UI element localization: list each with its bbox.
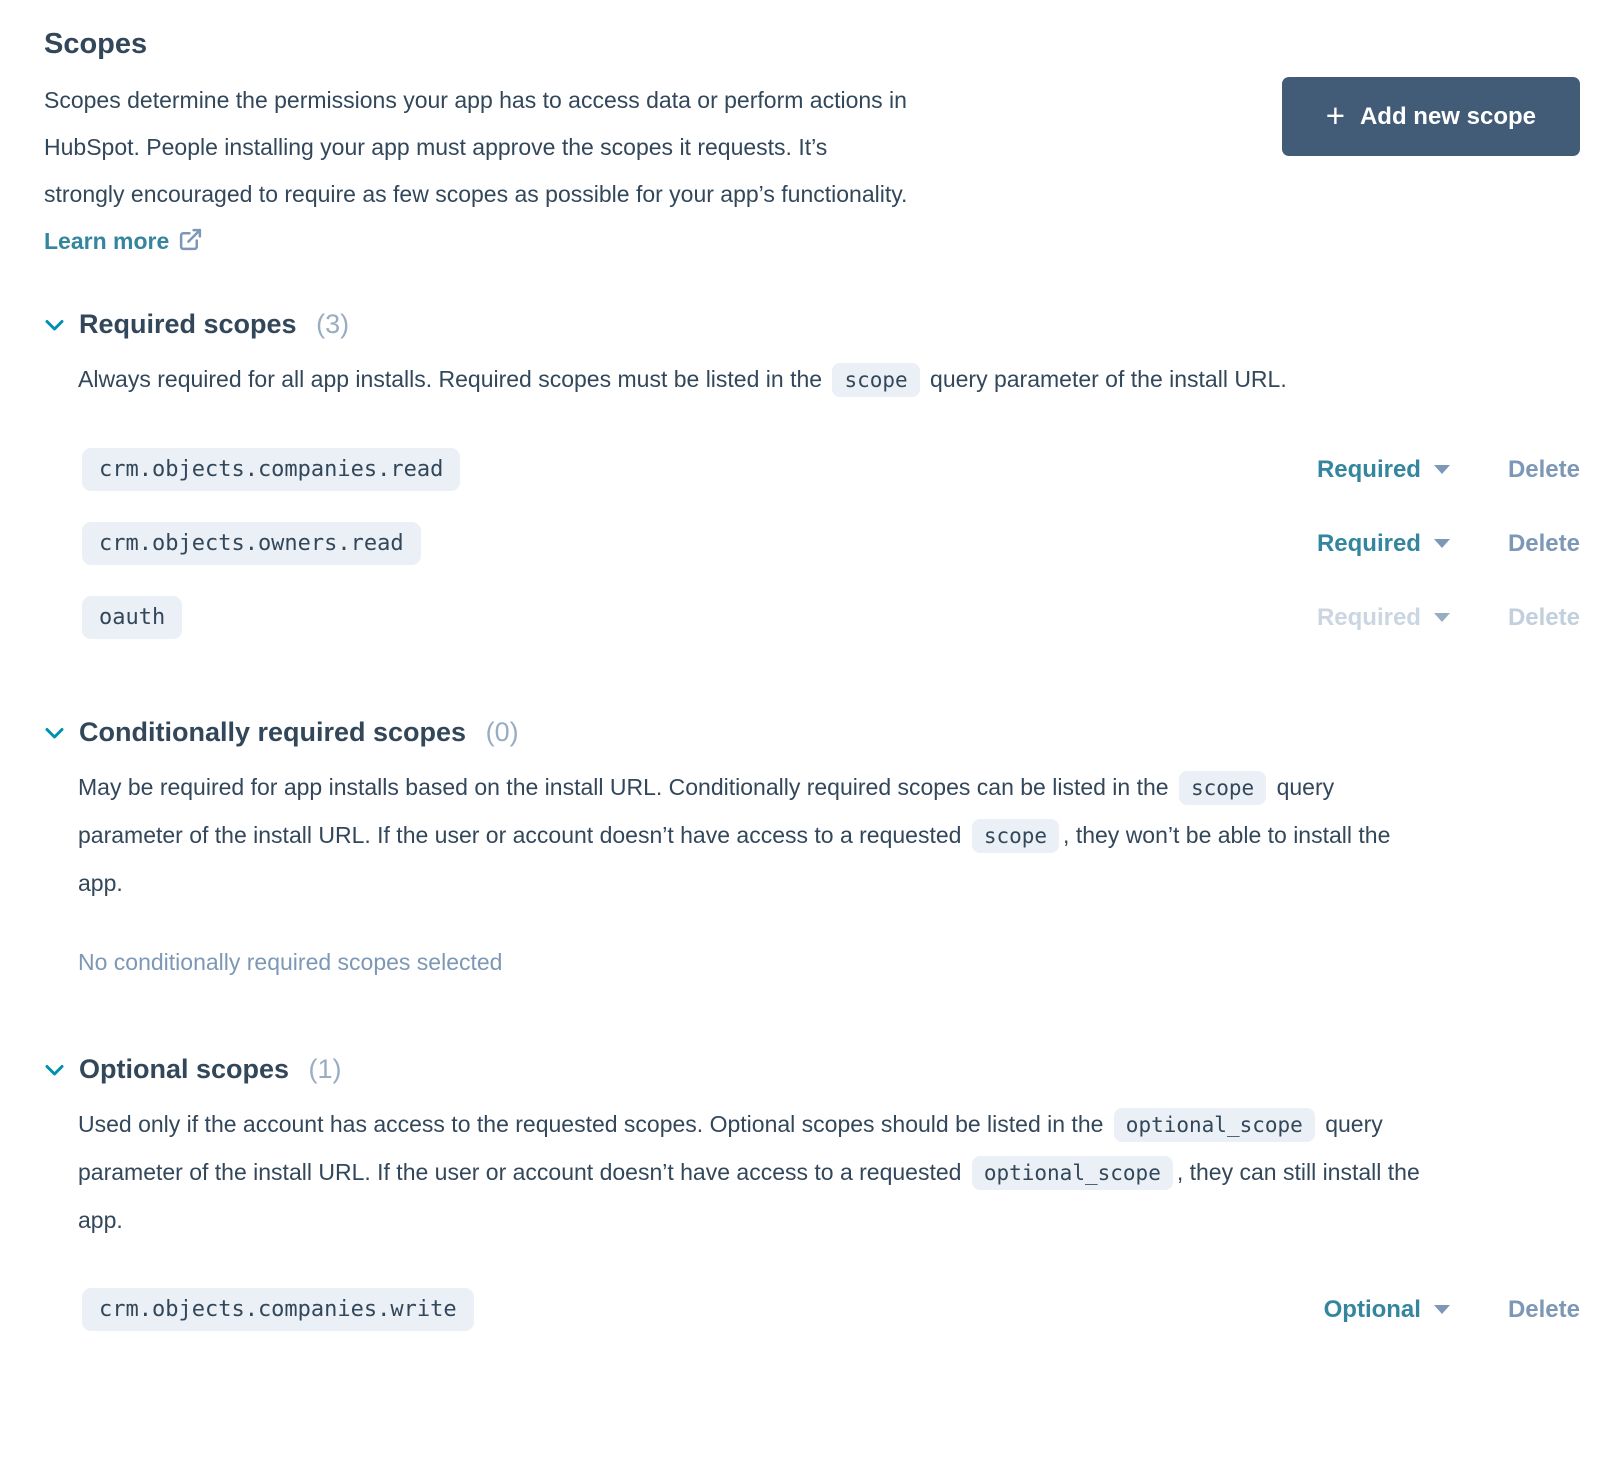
chevron-down-icon: [1434, 539, 1450, 548]
empty-state: No conditionally required scopes selected: [78, 949, 503, 975]
inline-code-chip: scope: [972, 819, 1059, 853]
learn-more-link[interactable]: [44, 228, 203, 254]
chevron-down-icon[interactable]: [44, 318, 65, 332]
chevron-down-icon: [1434, 613, 1450, 622]
scope-row-actions: [1317, 604, 1580, 632]
chevron-down-icon[interactable]: [44, 1063, 65, 1077]
chevron-down-icon[interactable]: [44, 726, 65, 740]
section-description: [78, 356, 1438, 404]
section-title-line: [79, 309, 349, 340]
delete-scope-button[interactable]: Delete: [1507, 455, 1580, 483]
inline-code-chip: optional_scope: [1114, 1108, 1315, 1142]
section-header: [44, 309, 1580, 340]
sections: [44, 309, 1580, 1331]
plus-icon: +: [1325, 97, 1345, 134]
section-count: (0): [478, 717, 519, 747]
scope-section: [44, 717, 1580, 976]
scope-level-label: Required: [1316, 529, 1421, 557]
scope-level-dropdown[interactable]: [1317, 530, 1450, 558]
scope-name-chip: crm.objects.companies.read: [82, 448, 460, 491]
scope-row-actions: [1317, 530, 1580, 558]
external-link-icon: [178, 227, 203, 252]
chevron-down-icon: [1434, 465, 1450, 474]
scope-level-label: Required: [1316, 603, 1421, 631]
delete-scope-button[interactable]: Delete: [1507, 1295, 1580, 1323]
section-description: [78, 1101, 1438, 1244]
page-title: Scopes: [44, 28, 148, 60]
text-segment: Used only if the account has access to the requested scopes. Optional scopes should be listed in the: [78, 1111, 1110, 1137]
section-title: Conditionally required scopes: [79, 717, 467, 747]
section-title: Required scopes: [79, 309, 297, 339]
text-segment: , they won’t be able to install the app.: [78, 822, 1391, 896]
inline-code-chip: optional_scope: [972, 1156, 1173, 1190]
text-segment: , they can still install the app.: [78, 1159, 1420, 1233]
section-title: Optional scopes: [79, 1054, 290, 1084]
header-row: [44, 77, 1580, 265]
chevron-down-icon: [1434, 1305, 1450, 1314]
learn-more-label: Learn more: [44, 228, 170, 254]
scope-row: [82, 522, 1580, 565]
scope-row: [82, 1288, 1580, 1331]
scope-level-dropdown[interactable]: [1317, 604, 1450, 632]
section-count: (1): [301, 1054, 342, 1084]
scope-name-chip: crm.objects.companies.write: [82, 1288, 474, 1331]
section-title-line: [79, 1054, 342, 1085]
section-title-line: [79, 717, 519, 748]
text-segment: May be required for app installs based on the install URL. Conditionally required scopes can be listed in the: [78, 774, 1175, 800]
scope-row: [82, 448, 1580, 491]
inline-code-chip: scope: [832, 363, 919, 397]
add-new-scope-label: Add new scope: [1359, 102, 1536, 130]
section-header: [44, 717, 1580, 748]
scope-name-chip: crm.objects.owners.read: [82, 522, 421, 565]
scope-row: [82, 596, 1580, 639]
scope-row-actions: [1324, 1296, 1580, 1324]
scope-level-label: Optional: [1323, 1295, 1421, 1323]
text-segment: query parameter of the install URL.: [923, 366, 1287, 392]
scope-name-chip: oauth: [82, 596, 182, 639]
scope-rows: [82, 448, 1580, 639]
section-count: (3): [308, 309, 350, 339]
scope-level-label: Required: [1316, 455, 1421, 483]
scope-rows: [82, 1288, 1580, 1331]
scope-section: [44, 309, 1580, 639]
delete-scope-button[interactable]: Delete: [1507, 603, 1580, 631]
scope-level-dropdown[interactable]: [1324, 1296, 1450, 1324]
scopes-description: [44, 77, 909, 265]
add-new-scope-button[interactable]: [1282, 77, 1580, 156]
scope-section: [44, 1054, 1580, 1331]
text-segment: query parameter of the install URL. If the user or account doesn’t have access to a requested: [78, 774, 1335, 848]
text-segment: Always required for all app installs. Required scopes must be listed in the: [78, 366, 829, 392]
scope-row-actions: [1317, 456, 1580, 484]
section-header: [44, 1054, 1580, 1085]
scope-level-dropdown[interactable]: [1317, 456, 1450, 484]
delete-scope-button[interactable]: Delete: [1507, 529, 1580, 557]
scopes-description-text: Scopes determine the permissions your app has to access data or perform actions in HubSpot. People installing your app must approve the scopes it requests. It’s strongly encouraged to require as few scopes as possible for your app’s functionality.: [44, 87, 908, 207]
text-segment: query parameter of the install URL. If the user or account doesn’t have access to a requested: [78, 1111, 1383, 1185]
inline-code-chip: scope: [1179, 771, 1266, 805]
section-description: [78, 764, 1438, 907]
